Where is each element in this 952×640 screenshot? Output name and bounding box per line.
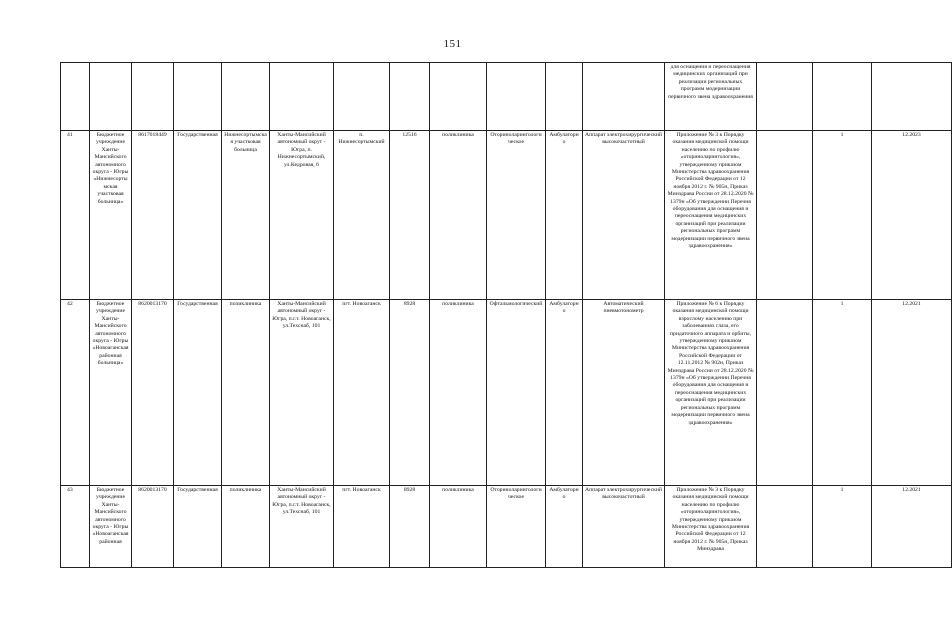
- cell-population: 12516: [390, 131, 430, 300]
- cell-empty: [334, 63, 390, 131]
- cell-date: 12.2021: [872, 486, 952, 568]
- cell-equipment: Аппарат электрохирургический высокочастотный: [583, 486, 665, 568]
- cell-empty: [61, 63, 90, 131]
- cell-empty: [90, 63, 132, 131]
- cell-population: 8928: [390, 300, 430, 486]
- cell-empty: [583, 63, 665, 131]
- cell-institution-text: Бюджетное учреждение Ханты-Мансийского автономного округа - Югры «Новоаганская районная: [92, 487, 129, 545]
- table-row: [61, 300, 952, 486]
- cell-row-number: 42: [61, 300, 90, 486]
- cell-care-type: Амбулаторно: [546, 131, 583, 300]
- cell-address: Ханты-Мансийский автономный округ - Югра, п.г.т. Новоаганск, ул.Техснаб, 101: [270, 486, 334, 568]
- table-row: [61, 131, 952, 300]
- cell-ownership: Государственная: [174, 131, 222, 300]
- cell-date: 12.2023: [872, 131, 952, 300]
- cell-unit-type: поликлиника: [430, 131, 487, 300]
- cell-ownership: Государственная: [174, 300, 222, 486]
- cell-equipment: Автоматический пневмотонометр: [583, 300, 665, 486]
- cell-empty: [430, 63, 487, 131]
- cell-org-short: поликлиника: [222, 486, 270, 568]
- cell-empty: [270, 63, 334, 131]
- cell-org-short: поликлиника: [222, 300, 270, 486]
- cell-department: Офтальмологический: [487, 300, 546, 486]
- cell-address: Ханты-Мансийский автономный округ - Югра, п.г.т. Новоаганск, ул.Техснаб, 101: [270, 300, 334, 486]
- cell-date: 12.2021: [872, 300, 952, 486]
- cell-inn: 8617018449: [132, 131, 174, 300]
- cell-row-number: 41: [61, 131, 90, 300]
- cell-institution: Бюджетное учреждение Ханты-Мансийского автономного округа - Югры «Новоаганская районная больница»: [90, 300, 132, 486]
- cell-empty: [222, 63, 270, 131]
- cell-empty: [757, 131, 813, 300]
- cell-unit-type: поликлиника: [430, 486, 487, 568]
- cell-document: Приложение № 6 к Порядку оказания медицинской помощи взрослому населению при заболеваниях глаза, его придаточного аппарата и орбиты, утвержденному приказом Министерства здравоохранения Российской Федерации от 12.11.2012 № 902н, Приказ Минздрава России от 28.12.2020 № 1379н «Об утверждении Перечня оборудования для оснащения и переоснащения медицинских организаций при реализации региональных программ модернизации первичного звена здравоохранения»: [665, 300, 757, 486]
- cell-empty: [813, 63, 872, 131]
- cell-empty: [174, 63, 222, 131]
- cell-quantity: 1: [813, 486, 872, 568]
- cell-empty: [132, 63, 174, 131]
- cell-inn: 8620013170: [132, 486, 174, 568]
- cell-locality: пгт. Новоаганск: [334, 300, 390, 486]
- cell-empty: [757, 300, 813, 486]
- cell-row-number: 43: [61, 486, 90, 568]
- cell-empty: [487, 63, 546, 131]
- cell-department: Оториноларингологическое: [487, 486, 546, 568]
- cell-equipment: Аппарат электрохирургический высокочастотный: [583, 131, 665, 300]
- cell-unit-type: поликлиника: [430, 300, 487, 486]
- cell-empty: [757, 486, 813, 568]
- cell-empty: [390, 63, 430, 131]
- cell-ownership: Государственная: [174, 486, 222, 568]
- cell-locality: п. Нижнесортымский: [334, 131, 390, 300]
- cell-institution: [90, 486, 132, 568]
- cell-document-text: Приложение № 3 к Порядку оказания медицинской помощи населению по профилю «оториноларингология», утвержденному приказом Министерства здравоохранения Российской Федерации от 12 ноября 2012 г. № 905н, Приказ Минздрава: [671, 487, 750, 553]
- cell-document-continuation: для оснащения и переоснащения медицинских организаций при реализации региональных программ модернизации первичного звена здравоохранения: [665, 63, 757, 131]
- cell-document: Приложение № 3 к Порядку оказания медицинской помощи населению по профилю «оториноларингология», утвержденному приказом Министерства здравоохранения Российской Федерации от 12 ноября 2012 г. № 905н, Приказ Минздрава России от 28.12.2020 № 1379н «Об утверждении Перечня оборудования для оснащения и переоснащения медицинских организаций при реализации региональных программ модернизации первичного звена здравоохранения»: [665, 131, 757, 300]
- cell-quantity: 1: [813, 300, 872, 486]
- cell-population: 8928: [390, 486, 430, 568]
- cell-care-type: Амбулаторно: [546, 300, 583, 486]
- cell-inn: 8620013170: [132, 300, 174, 486]
- table-row-continuation: [61, 63, 952, 131]
- table-row: [61, 486, 952, 568]
- cell-department: Оториноларингологическое: [487, 131, 546, 300]
- cell-org-short: Нижнесортымская участковая больница: [222, 131, 270, 300]
- cell-empty: [757, 63, 813, 131]
- equipment-table: [60, 62, 952, 568]
- cell-quantity: 1: [813, 131, 872, 300]
- page-number: 151: [443, 38, 462, 50]
- cell-empty: [872, 63, 952, 131]
- cell-institution: Бюджетное учреждение Ханты-Мансийского автономного округа - Югры «Нижнесортымская участковая больница»: [90, 131, 132, 300]
- cell-care-type: Амбулаторно: [546, 486, 583, 568]
- cell-locality: пгт. Новоаганск: [334, 486, 390, 568]
- cell-empty: [546, 63, 583, 131]
- cell-address: Ханты-Мансийский автономный округ - Югра, п. Нижнесортымский, ул.Кедровая, 6: [270, 131, 334, 300]
- cell-document: [665, 486, 757, 568]
